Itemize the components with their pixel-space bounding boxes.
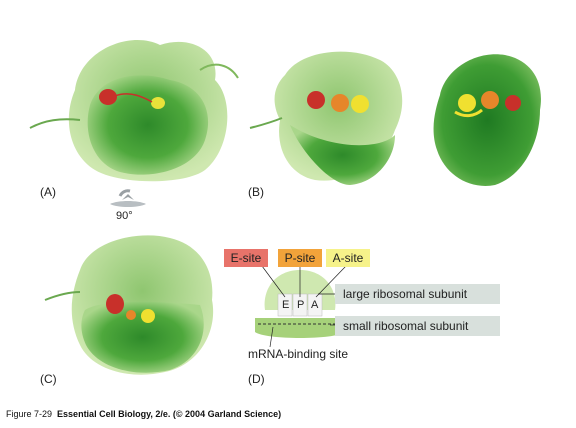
ribosome-panel-b-right bbox=[434, 54, 541, 186]
p-site-label: P-site bbox=[278, 249, 322, 267]
small-subunit-label: small ribosomal subunit bbox=[335, 316, 500, 336]
letter-a: A bbox=[311, 299, 319, 311]
letter-p: P bbox=[297, 299, 305, 311]
figure-source: Essential Cell Biology, 2/e. (© 2004 Garland Science) bbox=[57, 409, 282, 419]
rotation-label: 90° bbox=[116, 210, 133, 222]
letter-e: E bbox=[282, 299, 290, 311]
rotation-arrow-icon bbox=[110, 191, 146, 207]
ribosome-panel-b-left bbox=[250, 52, 402, 185]
a-site-label: A-site bbox=[326, 249, 370, 267]
panel-label-c: (C) bbox=[40, 372, 57, 386]
ribosome-panel-c bbox=[45, 235, 213, 374]
ribosome-panel-a bbox=[30, 40, 238, 181]
small-subunit-shape bbox=[255, 318, 345, 338]
mrna-binding-site-label: mRNA-binding site bbox=[248, 347, 349, 361]
figure-caption bbox=[6, 409, 281, 419]
panel-label-d: (D) bbox=[248, 372, 265, 386]
panel-label-a: (A) bbox=[40, 185, 56, 199]
large-subunit-label: large ribosomal subunit bbox=[335, 284, 500, 304]
e-site-label: E-site bbox=[224, 249, 268, 267]
panel-label-b: (B) bbox=[248, 185, 264, 199]
figure-number: Figure 7-29 bbox=[6, 409, 53, 419]
